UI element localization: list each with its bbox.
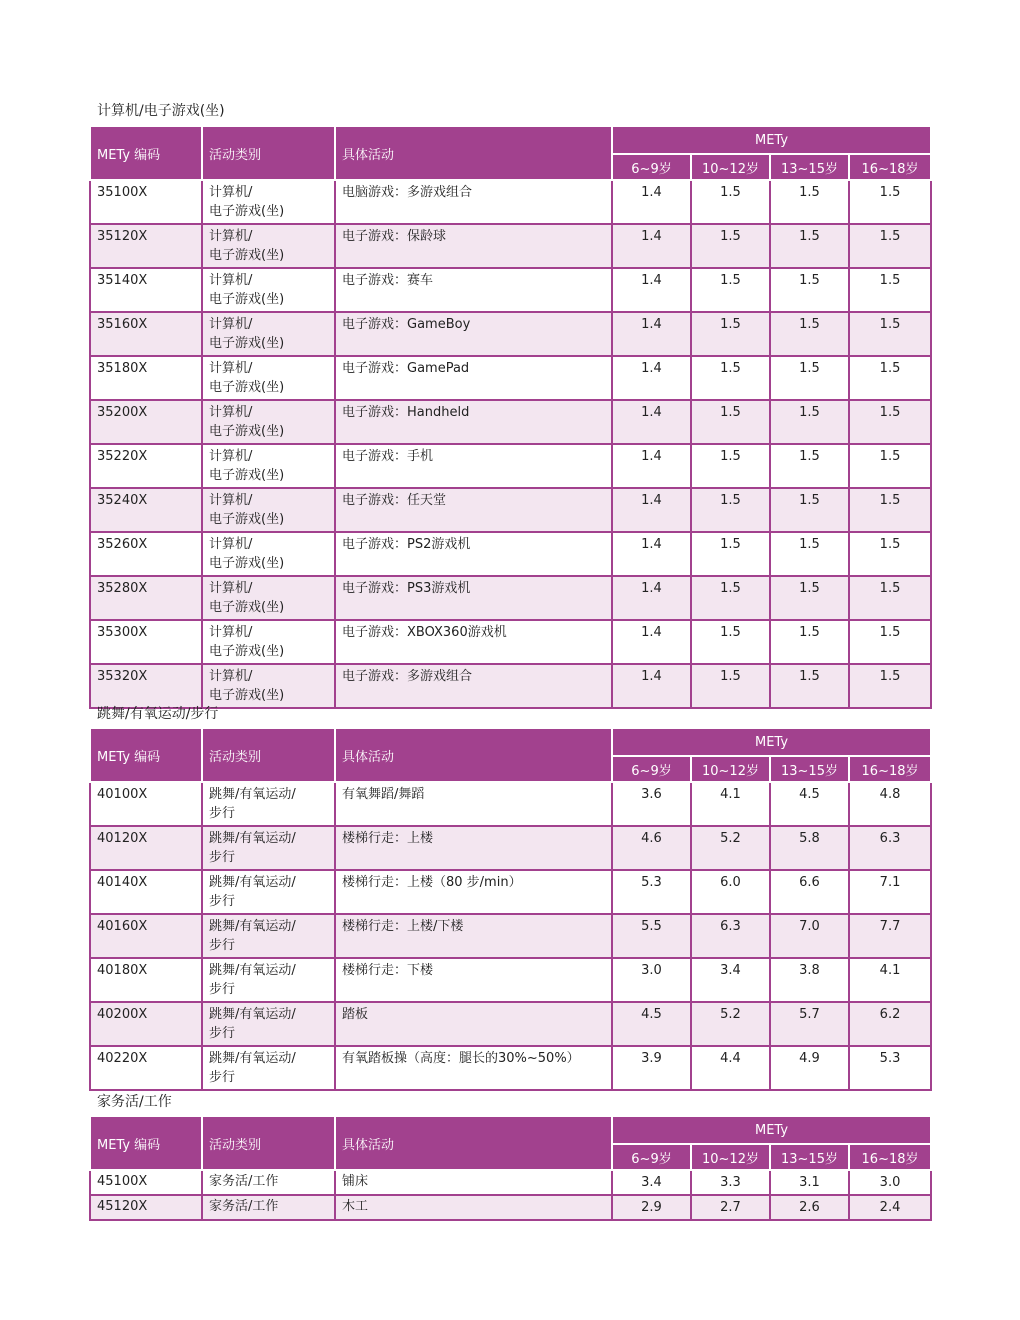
cell-mety-value: 1.5 <box>849 268 931 312</box>
category-line-1: 计算机/ <box>209 537 253 552</box>
header-age-16-18: 16~18岁 <box>849 756 931 782</box>
category-line-2: 电子游戏(坐) <box>209 600 285 615</box>
cell-activity: 楼梯行走：上楼/下楼 <box>335 914 612 958</box>
category-line-2: 步行 <box>209 894 236 909</box>
cell-activity: 电子游戏：GamePad <box>335 356 612 400</box>
cell-mety-value: 6.6 <box>770 870 849 914</box>
cell-category <box>202 444 335 488</box>
header-age-10-12: 10~12岁 <box>691 1144 770 1170</box>
cell-category <box>202 488 335 532</box>
cell-mety-value: 6.2 <box>849 1002 931 1046</box>
cell-mety-value: 1.5 <box>849 444 931 488</box>
cell-category <box>202 1195 335 1220</box>
header-mety: METy <box>612 729 931 756</box>
cell-activity: 木工 <box>335 1195 612 1220</box>
category-line-2: 步行 <box>209 1070 236 1085</box>
table-row <box>90 180 931 224</box>
cell-mety-value: 4.5 <box>612 1002 691 1046</box>
cell-mety-value: 1.5 <box>691 488 770 532</box>
cell-mety-value: 2.4 <box>849 1195 931 1220</box>
cell-activity: 楼梯行走：上楼（80 步/min） <box>335 870 612 914</box>
category-line-1: 计算机/ <box>209 625 253 640</box>
category-line-1: 家务活/工作 <box>209 1174 279 1189</box>
cell-mety-value: 3.9 <box>612 1046 691 1090</box>
section-title-housework: 家务活/工作 <box>97 1094 172 1110</box>
cell-mety-value: 1.5 <box>770 532 849 576</box>
cell-mety-value: 5.8 <box>770 826 849 870</box>
category-line-2: 步行 <box>209 850 236 865</box>
cell-category <box>202 958 335 1002</box>
cell-category <box>202 914 335 958</box>
section-title-dance-aerobics-walking: 跳舞/有氧运动/步行 <box>97 706 219 722</box>
cell-mety-value: 1.4 <box>612 268 691 312</box>
cell-activity: 电子游戏：Handheld <box>335 400 612 444</box>
cell-category <box>202 782 335 826</box>
cell-mety-value: 4.8 <box>849 782 931 826</box>
cell-category <box>202 180 335 224</box>
table-row <box>90 782 931 826</box>
cell-mety-value: 1.5 <box>770 268 849 312</box>
table-row <box>90 1046 931 1090</box>
cell-category <box>202 576 335 620</box>
cell-mety-value: 1.4 <box>612 444 691 488</box>
cell-code: 35200X <box>90 400 202 444</box>
table-row <box>90 268 931 312</box>
category-line-1: 计算机/ <box>209 317 253 332</box>
cell-mety-value: 1.5 <box>849 576 931 620</box>
category-line-1: 计算机/ <box>209 669 253 684</box>
table-row <box>90 444 931 488</box>
cell-code: 40140X <box>90 870 202 914</box>
category-line-2: 电子游戏(坐) <box>209 688 285 703</box>
cell-activity: 有氧踏板操（高度：腿长的30%~50%） <box>335 1046 612 1090</box>
cell-mety-value: 1.5 <box>691 444 770 488</box>
cell-code: 40120X <box>90 826 202 870</box>
table-row <box>90 870 931 914</box>
cell-mety-value: 1.5 <box>849 532 931 576</box>
category-line-2: 电子游戏(坐) <box>209 204 285 219</box>
cell-mety-value: 1.5 <box>691 180 770 224</box>
header-age-16-18: 16~18岁 <box>849 1144 931 1170</box>
cell-mety-value: 4.1 <box>691 782 770 826</box>
header-code: METy 编码 <box>90 127 202 180</box>
cell-activity: 电子游戏：PS2游戏机 <box>335 532 612 576</box>
cell-category <box>202 400 335 444</box>
cell-category <box>202 268 335 312</box>
category-line-2: 步行 <box>209 806 236 821</box>
header-age-6-9: 6~9岁 <box>612 1144 691 1170</box>
table-row <box>90 576 931 620</box>
cell-code: 35300X <box>90 620 202 664</box>
cell-activity: 踏板 <box>335 1002 612 1046</box>
category-line-1: 计算机/ <box>209 581 253 596</box>
cell-code: 40220X <box>90 1046 202 1090</box>
cell-code: 40180X <box>90 958 202 1002</box>
cell-mety-value: 1.5 <box>770 444 849 488</box>
cell-mety-value: 1.5 <box>849 224 931 268</box>
category-line-1: 跳舞/有氧运动/ <box>209 1051 296 1066</box>
cell-mety-value: 1.5 <box>849 664 931 708</box>
cell-category <box>202 312 335 356</box>
category-line-1: 计算机/ <box>209 493 253 508</box>
section-title-computer-games: 计算机/电子游戏(坐) <box>97 103 225 119</box>
cell-mety-value: 4.9 <box>770 1046 849 1090</box>
cell-mety-value: 5.3 <box>612 870 691 914</box>
cell-mety-value: 3.6 <box>612 782 691 826</box>
header-age-13-15: 13~15岁 <box>770 154 849 180</box>
cell-mety-value: 3.4 <box>691 958 770 1002</box>
cell-mety-value: 1.5 <box>691 620 770 664</box>
category-line-2: 电子游戏(坐) <box>209 424 285 439</box>
category-line-2: 电子游戏(坐) <box>209 380 285 395</box>
cell-mety-value: 1.4 <box>612 312 691 356</box>
cell-mety-value: 1.5 <box>770 576 849 620</box>
category-line-1: 计算机/ <box>209 229 253 244</box>
cell-mety-value: 1.5 <box>849 400 931 444</box>
cell-category <box>202 620 335 664</box>
cell-mety-value: 1.5 <box>849 312 931 356</box>
cell-activity: 电子游戏：PS3游戏机 <box>335 576 612 620</box>
table-row <box>90 958 931 1002</box>
table-row <box>90 620 931 664</box>
cell-mety-value: 6.0 <box>691 870 770 914</box>
table-row <box>90 356 931 400</box>
header-category: 活动类别 <box>202 729 335 782</box>
category-line-1: 跳舞/有氧运动/ <box>209 787 296 802</box>
header-mety: METy <box>612 127 931 154</box>
category-line-2: 步行 <box>209 982 236 997</box>
cell-mety-value: 5.2 <box>691 1002 770 1046</box>
mety-table-computer-games <box>89 127 932 709</box>
cell-mety-value: 1.4 <box>612 576 691 620</box>
header-code: METy 编码 <box>90 729 202 782</box>
cell-activity: 有氧舞蹈/舞蹈 <box>335 782 612 826</box>
cell-mety-value: 1.5 <box>691 268 770 312</box>
header-category: 活动类别 <box>202 1117 335 1170</box>
table-row <box>90 664 931 708</box>
cell-mety-value: 1.4 <box>612 400 691 444</box>
cell-activity: 铺床 <box>335 1170 612 1195</box>
table-row <box>90 914 931 958</box>
cell-code: 35320X <box>90 664 202 708</box>
cell-category <box>202 1046 335 1090</box>
table-row <box>90 1002 931 1046</box>
cell-mety-value: 5.5 <box>612 914 691 958</box>
cell-mety-value: 6.3 <box>691 914 770 958</box>
table-row <box>90 312 931 356</box>
cell-mety-value: 1.5 <box>849 488 931 532</box>
cell-mety-value: 1.4 <box>612 664 691 708</box>
category-line-1: 跳舞/有氧运动/ <box>209 831 296 846</box>
cell-mety-value: 1.5 <box>849 356 931 400</box>
cell-code: 35180X <box>90 356 202 400</box>
cell-mety-value: 5.2 <box>691 826 770 870</box>
category-line-2: 电子游戏(坐) <box>209 336 285 351</box>
cell-mety-value: 1.5 <box>691 356 770 400</box>
category-line-2: 电子游戏(坐) <box>209 468 285 483</box>
cell-mety-value: 3.3 <box>691 1170 770 1195</box>
cell-code: 40100X <box>90 782 202 826</box>
cell-activity: 电子游戏：GameBoy <box>335 312 612 356</box>
cell-code: 45120X <box>90 1195 202 1220</box>
cell-code: 35120X <box>90 224 202 268</box>
header-age-13-15: 13~15岁 <box>770 1144 849 1170</box>
cell-mety-value: 1.5 <box>770 488 849 532</box>
table-row <box>90 1170 931 1195</box>
cell-mety-value: 1.4 <box>612 620 691 664</box>
cell-code: 35160X <box>90 312 202 356</box>
table-row <box>90 224 931 268</box>
cell-mety-value: 7.0 <box>770 914 849 958</box>
cell-activity: 电子游戏：多游戏组合 <box>335 664 612 708</box>
category-line-1: 家务活/工作 <box>209 1199 279 1214</box>
cell-code: 35220X <box>90 444 202 488</box>
table-row <box>90 400 931 444</box>
cell-category <box>202 1002 335 1046</box>
cell-mety-value: 1.4 <box>612 224 691 268</box>
cell-code: 40160X <box>90 914 202 958</box>
header-age-10-12: 10~12岁 <box>691 756 770 782</box>
cell-mety-value: 4.4 <box>691 1046 770 1090</box>
header-activity: 具体活动 <box>335 127 612 180</box>
cell-mety-value: 1.5 <box>849 620 931 664</box>
cell-mety-value: 5.7 <box>770 1002 849 1046</box>
cell-mety-value: 7.7 <box>849 914 931 958</box>
cell-mety-value: 2.9 <box>612 1195 691 1220</box>
category-line-1: 跳舞/有氧运动/ <box>209 963 296 978</box>
cell-mety-value: 1.4 <box>612 532 691 576</box>
cell-mety-value: 6.3 <box>849 826 931 870</box>
category-line-1: 计算机/ <box>209 185 253 200</box>
cell-category <box>202 356 335 400</box>
cell-category <box>202 870 335 914</box>
cell-mety-value: 1.5 <box>770 620 849 664</box>
header-age-10-12: 10~12岁 <box>691 154 770 180</box>
cell-mety-value: 3.0 <box>612 958 691 1002</box>
cell-activity: 电子游戏：任天堂 <box>335 488 612 532</box>
mety-table-housework <box>89 1117 932 1221</box>
cell-category <box>202 1170 335 1195</box>
cell-mety-value: 3.0 <box>849 1170 931 1195</box>
cell-mety-value: 1.4 <box>612 488 691 532</box>
header-mety: METy <box>612 1117 931 1144</box>
category-line-1: 跳舞/有氧运动/ <box>209 919 296 934</box>
cell-mety-value: 1.5 <box>770 180 849 224</box>
cell-activity: 电子游戏：XBOX360游戏机 <box>335 620 612 664</box>
cell-mety-value: 4.1 <box>849 958 931 1002</box>
cell-mety-value: 1.5 <box>691 532 770 576</box>
cell-mety-value: 1.4 <box>612 180 691 224</box>
cell-mety-value: 3.4 <box>612 1170 691 1195</box>
category-line-2: 步行 <box>209 938 236 953</box>
header-age-6-9: 6~9岁 <box>612 756 691 782</box>
cell-mety-value: 2.7 <box>691 1195 770 1220</box>
category-line-1: 跳舞/有氧运动/ <box>209 875 296 890</box>
cell-mety-value: 3.1 <box>770 1170 849 1195</box>
header-code: METy 编码 <box>90 1117 202 1170</box>
cell-mety-value: 1.5 <box>770 312 849 356</box>
category-line-1: 跳舞/有氧运动/ <box>209 1007 296 1022</box>
cell-mety-value: 1.5 <box>770 400 849 444</box>
mety-table-dance-aerobics-walking <box>89 729 932 1091</box>
cell-mety-value: 2.6 <box>770 1195 849 1220</box>
category-line-1: 计算机/ <box>209 405 253 420</box>
header-activity: 具体活动 <box>335 1117 612 1170</box>
cell-category <box>202 224 335 268</box>
category-line-2: 步行 <box>209 1026 236 1041</box>
cell-code: 35260X <box>90 532 202 576</box>
cell-mety-value: 7.1 <box>849 870 931 914</box>
header-age-6-9: 6~9岁 <box>612 154 691 180</box>
cell-activity: 楼梯行走：上楼 <box>335 826 612 870</box>
header-age-16-18: 16~18岁 <box>849 154 931 180</box>
table-row <box>90 826 931 870</box>
cell-mety-value: 4.5 <box>770 782 849 826</box>
cell-mety-value: 1.4 <box>612 356 691 400</box>
cell-mety-value: 1.5 <box>691 576 770 620</box>
cell-activity: 电脑游戏：多游戏组合 <box>335 180 612 224</box>
cell-mety-value: 1.5 <box>770 356 849 400</box>
cell-mety-value: 5.3 <box>849 1046 931 1090</box>
category-line-2: 电子游戏(坐) <box>209 512 285 527</box>
cell-activity: 楼梯行走：下楼 <box>335 958 612 1002</box>
cell-code: 40200X <box>90 1002 202 1046</box>
cell-activity: 电子游戏：保龄球 <box>335 224 612 268</box>
category-line-2: 电子游戏(坐) <box>209 248 285 263</box>
cell-code: 35100X <box>90 180 202 224</box>
header-activity: 具体活动 <box>335 729 612 782</box>
cell-activity: 电子游戏：赛车 <box>335 268 612 312</box>
header-age-13-15: 13~15岁 <box>770 756 849 782</box>
category-line-2: 电子游戏(坐) <box>209 292 285 307</box>
category-line-1: 计算机/ <box>209 361 253 376</box>
cell-mety-value: 1.5 <box>691 400 770 444</box>
cell-code: 35280X <box>90 576 202 620</box>
cell-mety-value: 4.6 <box>612 826 691 870</box>
cell-code: 35140X <box>90 268 202 312</box>
cell-mety-value: 1.5 <box>691 224 770 268</box>
cell-category <box>202 532 335 576</box>
category-line-2: 电子游戏(坐) <box>209 644 285 659</box>
category-line-1: 计算机/ <box>209 449 253 464</box>
table-row <box>90 488 931 532</box>
cell-category <box>202 664 335 708</box>
cell-mety-value: 1.5 <box>849 180 931 224</box>
category-line-2: 电子游戏(坐) <box>209 556 285 571</box>
cell-category <box>202 826 335 870</box>
cell-mety-value: 1.5 <box>691 312 770 356</box>
cell-mety-value: 1.5 <box>770 224 849 268</box>
category-line-1: 计算机/ <box>209 273 253 288</box>
cell-code: 45100X <box>90 1170 202 1195</box>
table-row <box>90 1195 931 1220</box>
cell-mety-value: 3.8 <box>770 958 849 1002</box>
table-row <box>90 532 931 576</box>
cell-code: 35240X <box>90 488 202 532</box>
header-category: 活动类别 <box>202 127 335 180</box>
cell-mety-value: 1.5 <box>770 664 849 708</box>
cell-mety-value: 1.5 <box>691 664 770 708</box>
cell-activity: 电子游戏：手机 <box>335 444 612 488</box>
